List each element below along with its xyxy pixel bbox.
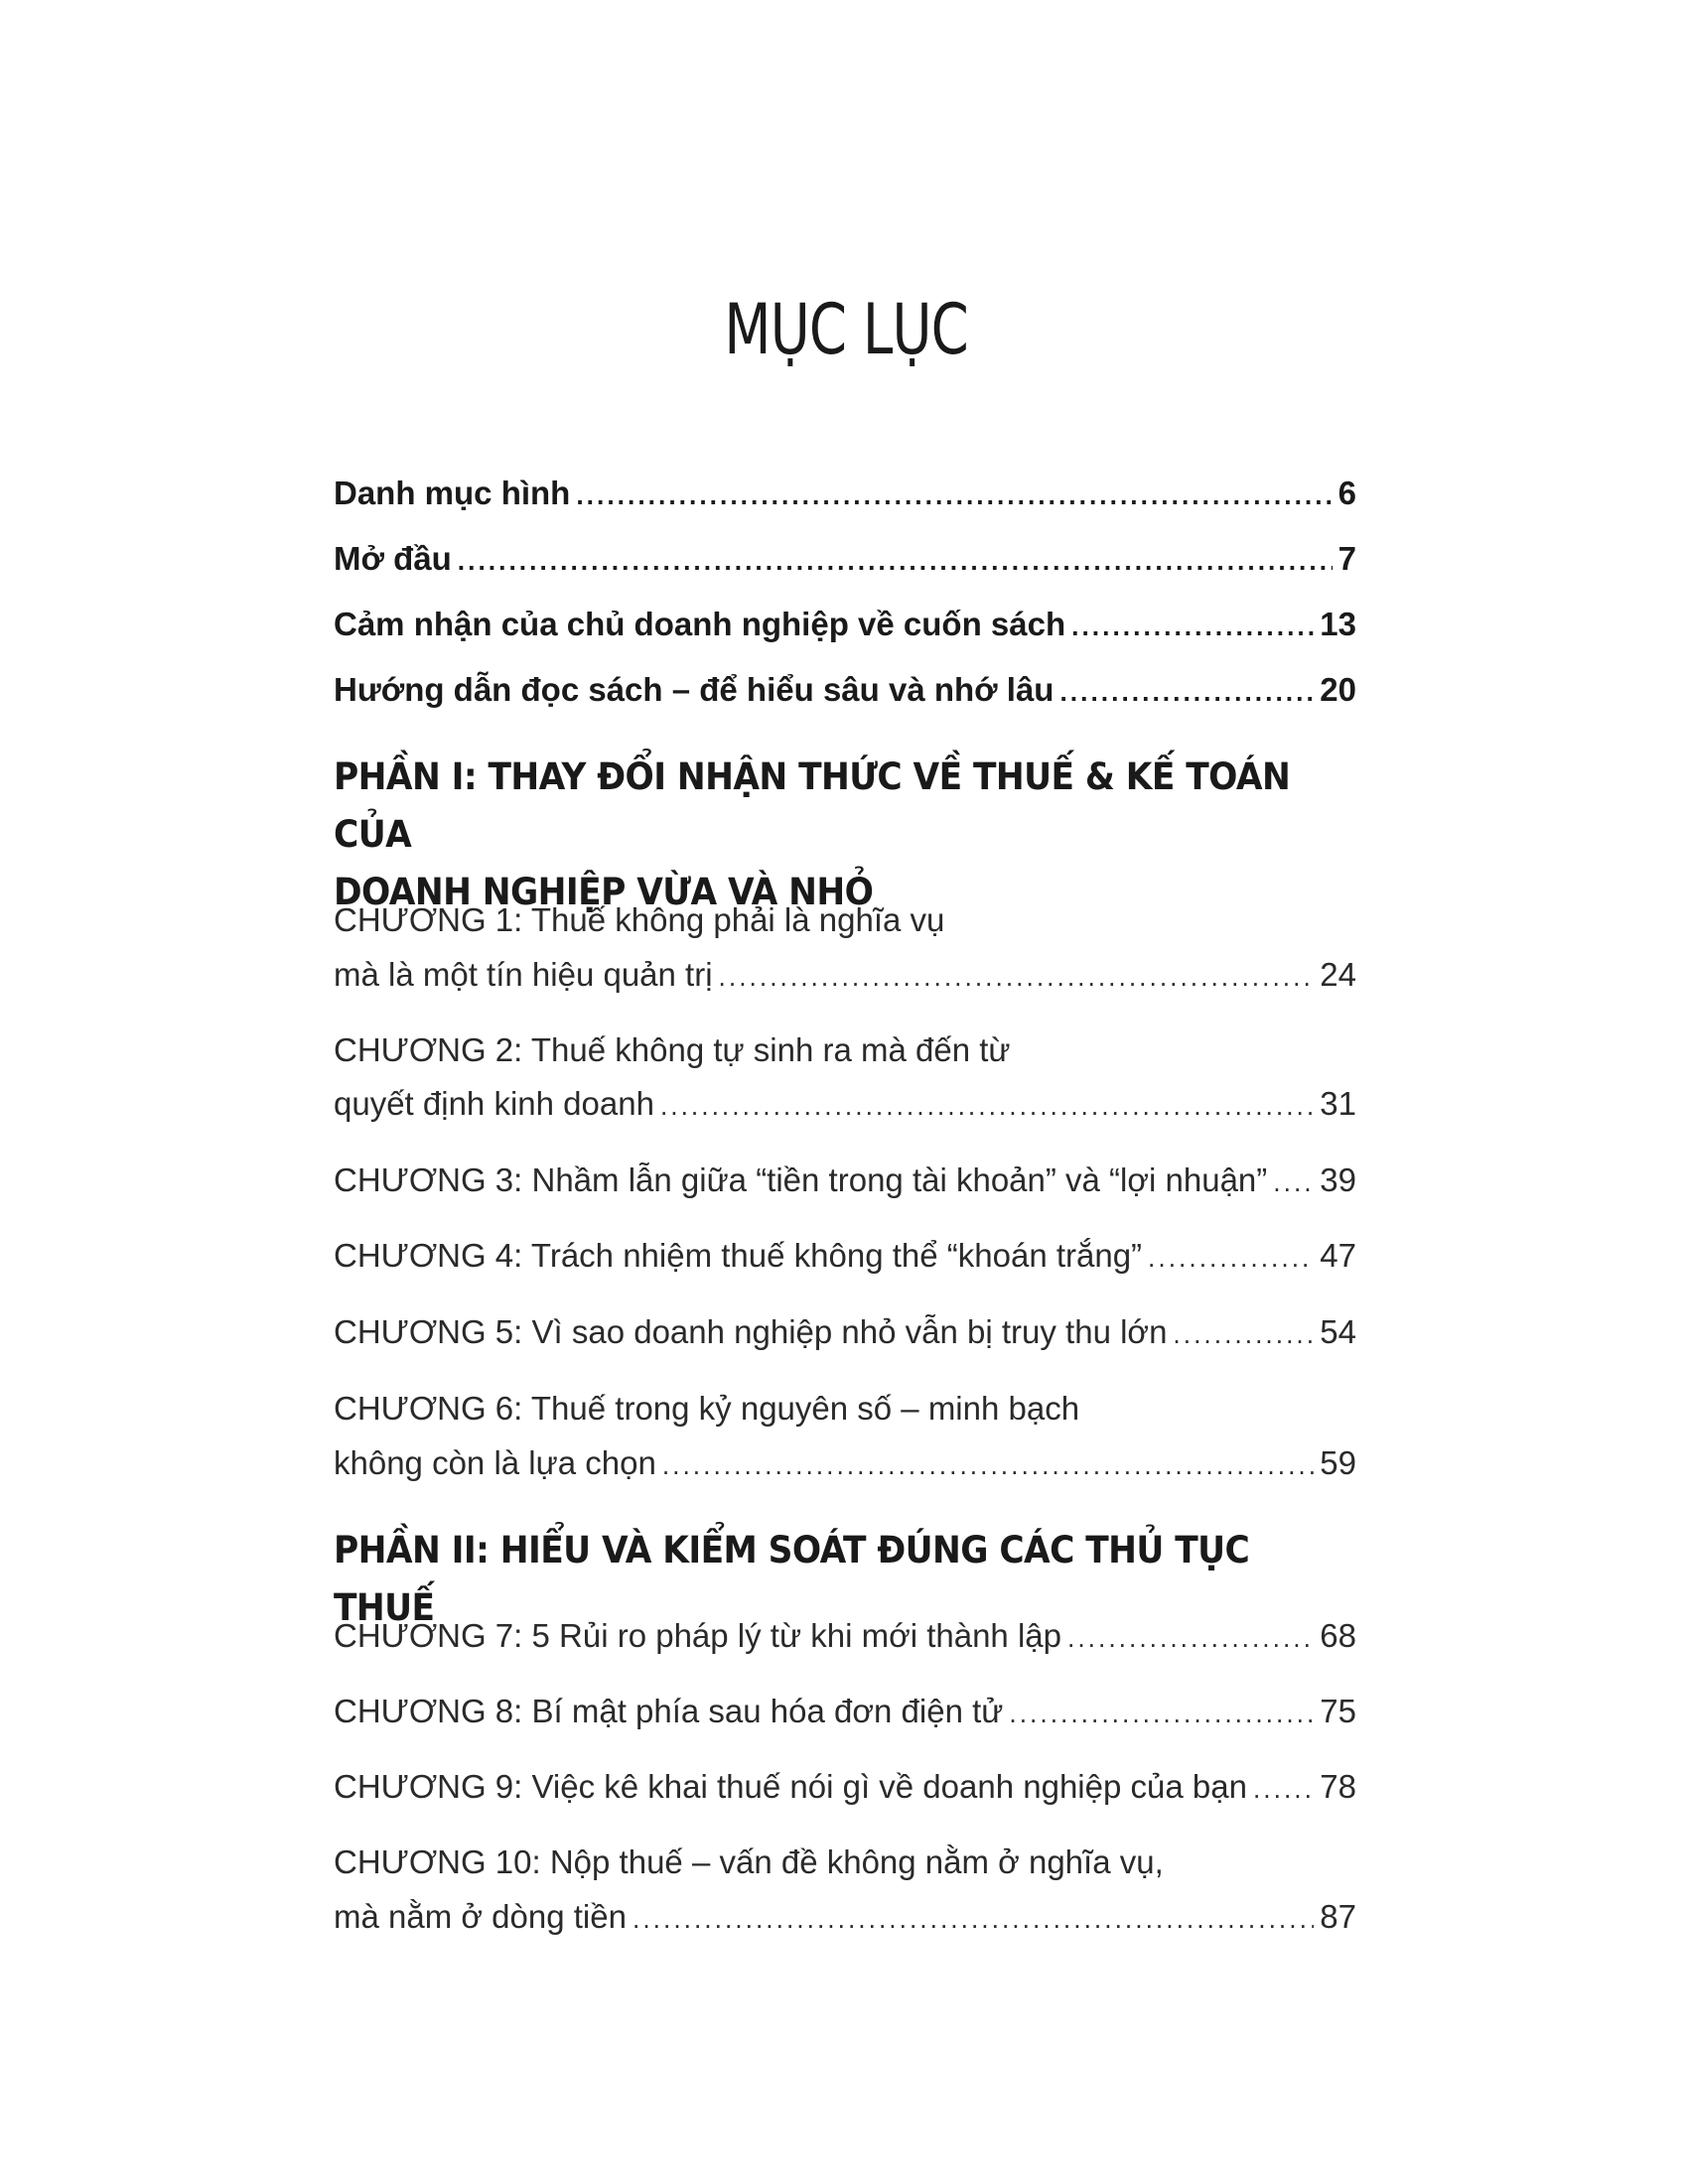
toc-entry-label: Danh mục hình (334, 475, 571, 511)
chapter-title-row (334, 953, 1356, 997)
chapter-title-line: CHƯƠNG 1: Thuế không phải là nghĩa vụ (334, 901, 945, 938)
toc-page-number: 20 (1320, 671, 1356, 708)
chapter-title-row (334, 1082, 1356, 1126)
dot-leader (1009, 1692, 1314, 1735)
part-heading-line: PHẦN I: THAY ĐỔI NHẬN THỨC VỀ THUẾ & KẾ TOÁN CỦA (334, 755, 1291, 856)
chapter-title-row (334, 1895, 1356, 1939)
chapter-title-line: CHƯƠNG 2: Thuế không tự sinh ra mà đến từ (334, 1031, 1011, 1068)
toc-page-number: 39 (1320, 1161, 1356, 1198)
toc-page-number: 47 (1320, 1237, 1356, 1274)
toc-entry-chapter-5[interactable] (334, 1310, 1356, 1354)
toc-page-number: 75 (1320, 1693, 1356, 1729)
dot-leader (633, 1897, 1314, 1941)
toc-entry-figure-list[interactable] (334, 472, 1356, 515)
toc-entry-chapter-4[interactable] (334, 1234, 1356, 1278)
toc-page-number: 6 (1337, 475, 1356, 511)
toc-entry-reading-guide[interactable] (334, 668, 1356, 712)
chapter-title-row (334, 1441, 1356, 1485)
dot-leader (1059, 670, 1314, 714)
chapter-title-line: CHƯƠNG 9: Việc kê khai thuế nói gì về doanh nghiệp của bạn (334, 1768, 1247, 1805)
toc-entry-chapter-8[interactable] (334, 1690, 1356, 1733)
toc-page-number: 68 (1320, 1617, 1356, 1654)
chapter-title-line: CHƯƠNG 4: Trách nhiệm thuế không thể “khoán trắng” (334, 1237, 1143, 1274)
toc-page-number: 54 (1320, 1313, 1356, 1350)
dot-leader (1253, 1767, 1314, 1811)
dot-leader (1273, 1160, 1314, 1204)
dot-leader (1148, 1236, 1314, 1280)
toc-entry-chapter-3[interactable] (334, 1159, 1356, 1202)
chapter-title-line: mà nằm ở dòng tiền (334, 1898, 627, 1935)
toc-entry-label: Cảm nhận của chủ doanh nghiệp về cuốn sách (334, 606, 1066, 642)
dot-leader (719, 955, 1315, 999)
dot-leader (662, 1443, 1314, 1487)
part-heading-line: DOANH NGHIỆP VỪA VÀ NHỎ (334, 871, 874, 913)
part-heading-line: PHẦN II: HIỂU VÀ KIỂM SOÁT ĐÚNG CÁC THỦ TỤC THUẾ (334, 1529, 1250, 1629)
chapter-title-line: CHƯƠNG 10: Nộp thuế – vấn đề không nằm ở nghĩa vụ, (334, 1843, 1164, 1880)
toc-page-number: 24 (1320, 956, 1356, 993)
dot-leader (1173, 1312, 1314, 1356)
chapter-title-line: CHƯƠNG 7: 5 Rủi ro pháp lý từ khi mới thành lập (334, 1617, 1061, 1654)
toc-entry-label: Mở đầu (334, 540, 452, 577)
dot-leader (1067, 1616, 1314, 1660)
dot-leader (576, 474, 1332, 517)
toc-entry-label: Hướng dẫn đọc sách – để hiểu sâu và nhớ lâu (334, 671, 1055, 708)
dot-leader (458, 539, 1333, 583)
part-heading-1[interactable] (334, 749, 1313, 921)
toc-entry-introduction[interactable] (334, 537, 1356, 581)
toc-page-number: 78 (1320, 1768, 1356, 1805)
toc-entry-owner-reviews[interactable] (334, 603, 1356, 646)
chapter-title-line: CHƯƠNG 3: Nhầm lẫn giữa “tiền trong tài khoản” và “lợi nhuận” (334, 1161, 1268, 1198)
toc-page-number: 59 (1320, 1444, 1356, 1481)
toc-page-number: 87 (1320, 1898, 1356, 1935)
toc-page-number: 7 (1337, 540, 1356, 577)
toc-page-number: 13 (1320, 606, 1356, 642)
toc-entry-chapter-7[interactable] (334, 1614, 1356, 1658)
chapter-title-line: quyết định kinh doanh (334, 1085, 654, 1122)
chapter-title-line: không còn là lựa chọn (334, 1444, 656, 1481)
dot-leader (660, 1084, 1314, 1128)
chapter-title-line: mà là một tín hiệu quản trị (334, 956, 713, 993)
toc-entry-chapter-9[interactable] (334, 1765, 1356, 1809)
chapter-title-line: CHƯƠNG 5: Vì sao doanh nghiệp nhỏ vẫn bị truy thu lớn (334, 1313, 1168, 1350)
toc-page-number: 31 (1320, 1085, 1356, 1122)
page-title: MỤC LỤC (724, 289, 969, 370)
chapter-title-line: CHƯƠNG 8: Bí mật phía sau hóa đơn điện tử (334, 1693, 1004, 1729)
dot-leader (1071, 605, 1314, 648)
chapter-title-line: CHƯƠNG 6: Thuế trong kỷ nguyên số – minh bạch (334, 1390, 1080, 1427)
